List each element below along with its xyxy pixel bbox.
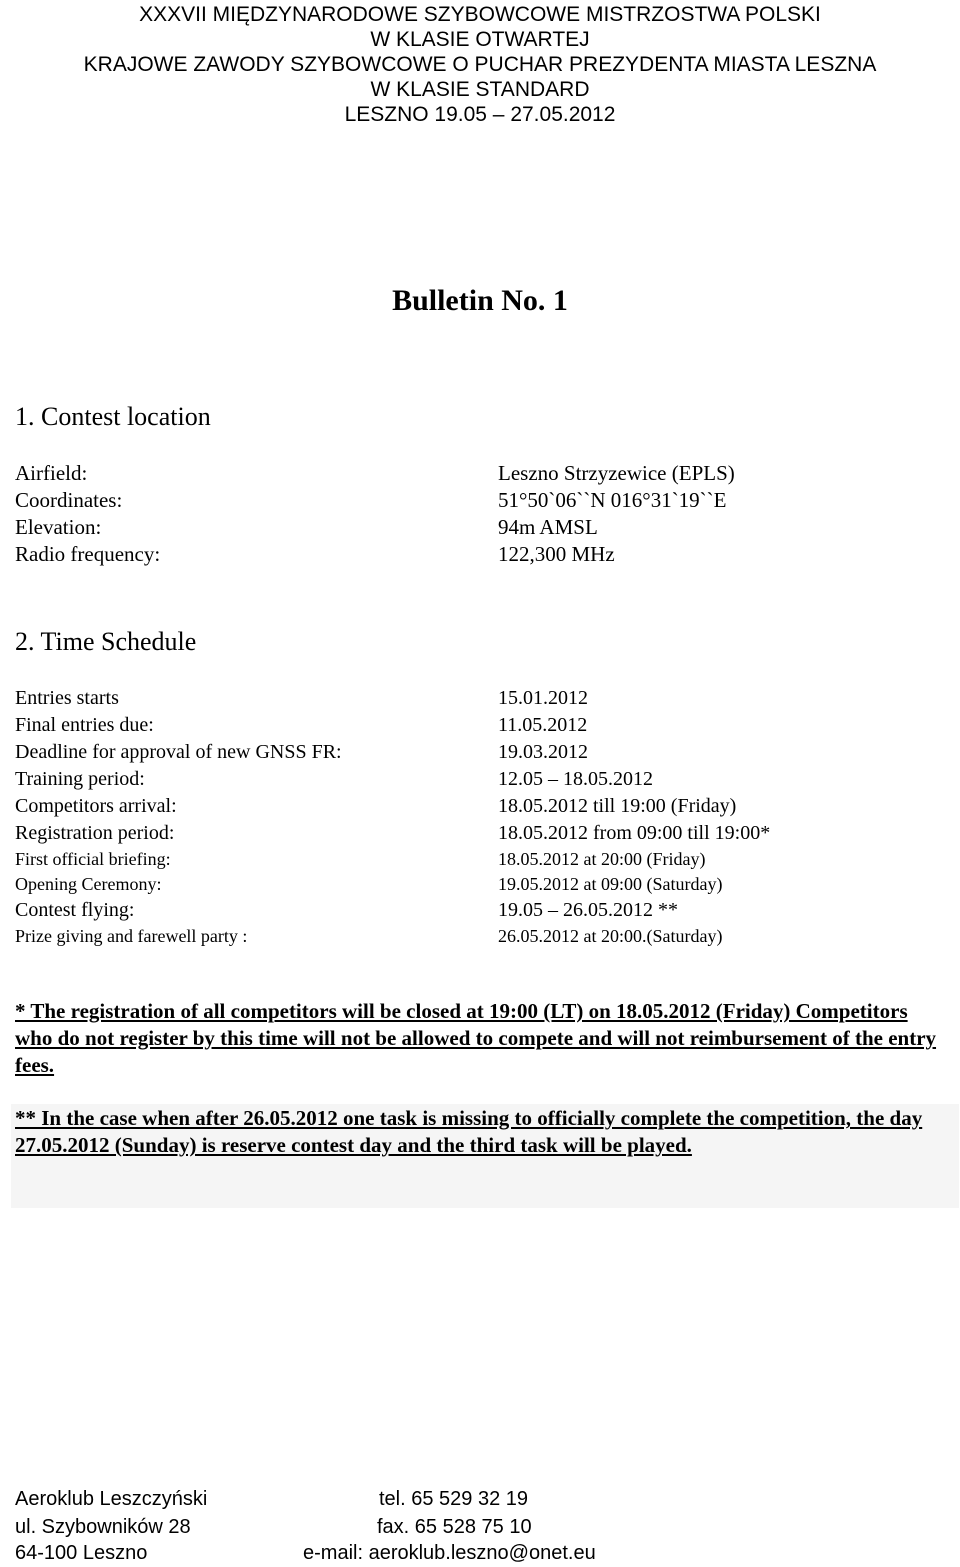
time-schedule-heading: 2. Time Schedule [15,627,197,656]
header-line: LESZNO 19.05 – 27.05.2012 [344,103,616,126]
schedule-row [15,766,955,792]
schedule-row [15,685,955,711]
schedule-value: 26.05.2012 at 20:00.(Saturday) [498,926,723,946]
footer-address: 64-100 Leszno [15,1542,148,1564]
footer-address: ul. Szybowników 28 [15,1516,191,1538]
schedule-row [15,923,955,949]
schedule-label: Final entries due: [15,714,154,736]
schedule-label: Competitors arrival: [15,795,177,817]
footer-address: Aeroklub Leszczyński [15,1488,208,1510]
header-line: W KLASIE STANDARD [370,78,590,101]
contest-location-heading: 1. Contest location [15,402,211,431]
schedule-row [15,871,955,897]
location-label: Radio frequency: [15,542,161,566]
location-row [15,487,955,514]
schedule-value: 19.05.2012 at 09:00 (Saturday) [498,874,723,894]
footer-contact: tel. 65 529 32 19 [379,1488,529,1510]
schedule-row [15,820,955,846]
reserve-day-note: ** In the case when after 26.05.2012 one task is missing to officially complete the competition, the day 27.05.2012 (Sunday) is reserve contest day and the third task will be played. [15,1106,923,1157]
location-value: 94m AMSL [498,515,598,539]
schedule-row [15,712,955,738]
location-label: Airfield: [15,461,88,485]
location-value: Leszno Strzyzewice (EPLS) [498,461,735,485]
location-row [15,541,955,568]
schedule-value: 15.01.2012 [498,687,588,709]
schedule-row [15,793,955,819]
schedule-value: 11.05.2012 [498,714,588,736]
registration-note: * The registration of all competitors will be closed at 19:00 (LT) on 18.05.2012 (Friday) Competitors who do not register by this time will not be allowed to compete and will not reimbursement of the entry fees. [15,999,937,1077]
location-row [15,460,955,487]
schedule-label: First official briefing: [15,849,171,869]
header-line: KRAJOWE ZAWODY SZYBOWCOWE O PUCHAR PREZYDENTA MIASTA LESZNA [83,53,877,76]
schedule-label: Prize giving and farewell party : [15,926,248,946]
document-header [0,2,960,127]
location-row [15,514,955,541]
schedule-label: Contest flying: [15,899,135,921]
schedule-label: Registration period: [15,822,175,844]
schedule-value: 18.05.2012 till 19:00 (Friday) [498,795,737,817]
footer-email: e-mail: aeroklub.leszno@onet.eu [303,1542,596,1564]
schedule-row [15,846,955,872]
schedule-value: 18.05.2012 at 20:00 (Friday) [498,849,706,869]
bulletin-title: Bulletin No. 1 [392,284,568,317]
footer-row [15,1485,955,1513]
location-value: 51°50`06``N 016°31`19``E [498,488,727,512]
schedule-value: 12.05 – 18.05.2012 [498,768,653,790]
location-value: 122,300 MHz [498,542,615,566]
location-label: Coordinates: [15,488,123,512]
header-line: W KLASIE OTWARTEJ [370,28,590,51]
schedule-row [15,739,955,765]
schedule-label: Opening Ceremony: [15,874,162,894]
schedule-label: Training period: [15,768,145,790]
location-label: Elevation: [15,515,102,539]
footer-row [15,1513,955,1541]
schedule-label: Entries starts [15,687,119,709]
schedule-value: 18.05.2012 from 09:00 till 19:00* [498,822,771,844]
schedule-label: Deadline for approval of new GNSS FR: [15,741,342,763]
footer-row [15,1539,955,1567]
schedule-row [15,897,955,923]
schedule-value: 19.03.2012 [498,741,588,763]
header-line: XXXVII MIĘDZYNARODOWE SZYBOWCOWE MISTRZOSTWA POLSKI [139,3,821,26]
schedule-value: 19.05 – 26.05.2012 ** [498,899,678,921]
footer-contact: fax. 65 528 75 10 [377,1516,532,1538]
